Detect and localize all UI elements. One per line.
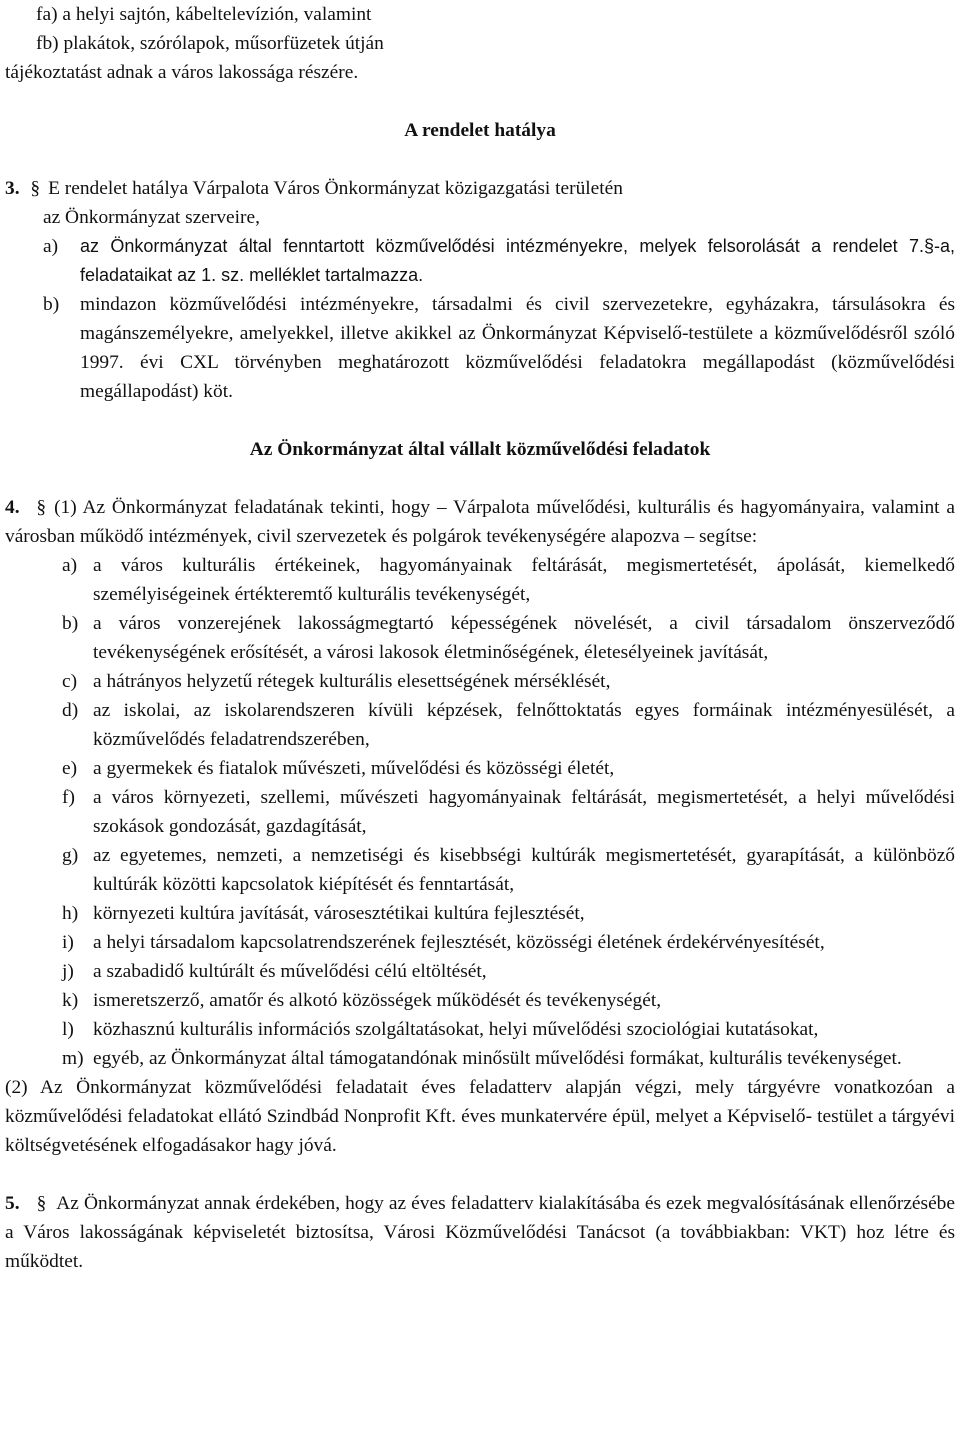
section4-list-item-label: c)	[62, 671, 78, 692]
section3-item-a-label: a)	[43, 236, 59, 257]
section3-item-b-label: b)	[43, 294, 60, 315]
section4-number: 4.	[5, 497, 20, 518]
section4-list-item-text: környezeti kultúra javítását, városesztétikai kultúra fejlesztését,	[93, 903, 585, 924]
section4-list-item-label: d)	[62, 700, 79, 721]
section4-list-item	[5, 841, 955, 899]
section4-list-item-label: i)	[62, 932, 74, 953]
section4-list-item-text: a gyermekek és fiatalok művészeti, művelődési és közösségi életét,	[93, 758, 615, 779]
section4-list-item-text: az iskolai, az iskolarendszeren kívüli képzések, felnőttoktatás egyes formáinak intézményesülését, a közművelődés feladatrendszerében,	[93, 700, 955, 750]
section4-list-item	[5, 986, 955, 1015]
section4-para1-text: (1) Az Önkormányzat feladatának tekinti, hogy – Várpalota művelődési, kulturális és hagyományaira, valamint a városban működő intézmények, civil szervezetek és polgárok tevékenységére alapozva – segítse:	[5, 497, 955, 547]
section4-list-item	[5, 1044, 955, 1073]
section3-item-a	[5, 232, 955, 290]
section3-line2: az Önkormányzat szerveire,	[43, 207, 260, 228]
intro-line-end: tájékoztatást adnak a város lakossága részére.	[5, 62, 359, 83]
section3-line1-text: E rendelet hatálya Várpalota Város Önkormányzat közigazgatási területén	[48, 178, 623, 199]
section4-list-item-label: k)	[62, 990, 79, 1011]
section4-list-item-text: a város kulturális értékeinek, hagyományainak feltárását, megismertetését, ápolását, kiemelkedő személyiségeinek értékteremtő kulturális tevékenységét,	[93, 555, 955, 605]
section4-list-item-label: m)	[62, 1048, 84, 1069]
section4-list-item-text: a város vonzerejének lakosságmegtartó képességének növelését, a civil társadalom önszerveződő tevékenységének erősítését, a városi lakosok életminőségének, életesélyeinek javítását,	[93, 613, 955, 663]
section4-list-item-label: g)	[62, 845, 79, 866]
section4-item-list	[5, 551, 955, 1073]
section4-heading: Az Önkormányzat által vállalt közművelődési feladatok	[249, 439, 711, 460]
section3-item-b	[5, 290, 955, 406]
section4-list-item-label: e)	[62, 758, 78, 779]
section3-item-a-sign: §	[923, 236, 934, 256]
intro-line-fa: fa) a helyi sajtón, kábeltelevízión, valamint	[36, 4, 372, 25]
section4-list-item-text: a helyi társadalom kapcsolatrendszerének fejlesztését, közösségi életének érdekérvényesítését,	[93, 932, 825, 953]
section4-list-item-text: ismeretszerző, amatőr és alkotó közösségek működését és tevékenységét,	[93, 990, 662, 1011]
section3-number: 3.	[5, 178, 20, 199]
section4-list-item-text: az egyetemes, nemzeti, a nemzetiségi és kisebbségi kultúrák megismertetését, gyarapítását, a különböző kultúrák közötti kapcsolatok kiépítését és fenntartását,	[93, 845, 955, 895]
section4-list-item-label: l)	[62, 1019, 74, 1040]
section4-list-item	[5, 667, 955, 696]
section4-list-item-text: a szabadidő kultúrált és művelődési célú eltöltését,	[93, 961, 487, 982]
section5-para	[5, 1189, 955, 1276]
section4-list-item	[5, 957, 955, 986]
section3-heading: A rendelet hatálya	[404, 120, 556, 141]
intro-line-fb: fb) plakátok, szórólapok, műsorfüzetek útján	[36, 33, 384, 54]
section5-number: 5.	[5, 1193, 20, 1214]
section4-list-item-text: a hátrányos helyzetű rétegek kulturális elesettségének mérséklését,	[93, 671, 611, 692]
section4-para1	[5, 493, 955, 551]
section4-list-item	[5, 899, 955, 928]
section4-list-item-label: h)	[62, 903, 79, 924]
section4-para2: (2) Az Önkormányzat közművelődési feladatait éves feladatterv alapján végzi, mely tárgyévre vonatkozóan a közművelődési feladatokat ellátó Szindbád Nonprofit Kft. éves munkatervére épül, melyet a Képviselő- testület a tárgyévi költségvetésének elfogadásakor hagy jóvá.	[5, 1077, 955, 1156]
section4-list-item	[5, 609, 955, 667]
section4-list-item-text: közhasznú kulturális információs szolgáltatásokat, helyi művelődési szociológiai kutatásokat,	[93, 1019, 819, 1040]
document-page	[5, 0, 955, 1276]
section4-list-item	[5, 783, 955, 841]
section4-list-item	[5, 754, 955, 783]
section3-line1	[5, 174, 955, 203]
section4-list-item-label: b)	[62, 613, 79, 634]
section4-list-item-label: j)	[62, 961, 74, 982]
section5-text: Az Önkormányzat annak érdekében, hogy az éves feladatterv kialakításába és ezek megvalósításának ellenőrzésébe a Város lakosságának képviseletét biztosítsa, Városi Közművelődési Tanácsot (a továbbiakban: VKT) hoz létre és működtet.	[5, 1193, 955, 1272]
section3-item-a-text-b: -a, feladataikat az 1. sz. melléklet tartalmazza.	[80, 236, 955, 285]
section4-list-item	[5, 696, 955, 754]
section4-list-item	[5, 1015, 955, 1044]
section3-sign: §	[30, 178, 41, 199]
section5-sign: §	[36, 1193, 47, 1214]
section4-list-item-label: a)	[62, 555, 78, 576]
section4-list-item	[5, 928, 955, 957]
section4-sign: §	[36, 497, 47, 518]
section4-list-item-text: egyéb, az Önkormányzat által támogatandónak minősült művelődési formákat, kulturális tevékenységet.	[93, 1048, 902, 1069]
section4-list-item-label: f)	[62, 787, 75, 808]
section4-list-item-text: a város környezeti, szellemi, művészeti hagyományainak feltárását, megismertetését, a helyi művelődési szokások gondozását, gazdagítását,	[93, 787, 955, 837]
section3-item-a-text-a: az Önkormányzat által fenntartott közművelődési intézményekre, melyek felsorolását a rendelet 7.	[80, 236, 924, 256]
section4-list-item	[5, 551, 955, 609]
section3-item-b-text: mindazon közművelődési intézményekre, társadalmi és civil szervezetekre, egyházakra, társulásokra és magánszemélyekre, amelyekkel, illetve akikkel az Önkormányzat Képviselő-testülete a közművelődésről szóló 1997. évi CXL törvényben meghatározott közművelődési feladatokra megállapodást (közművelődési megállapodást) köt.	[80, 294, 955, 402]
